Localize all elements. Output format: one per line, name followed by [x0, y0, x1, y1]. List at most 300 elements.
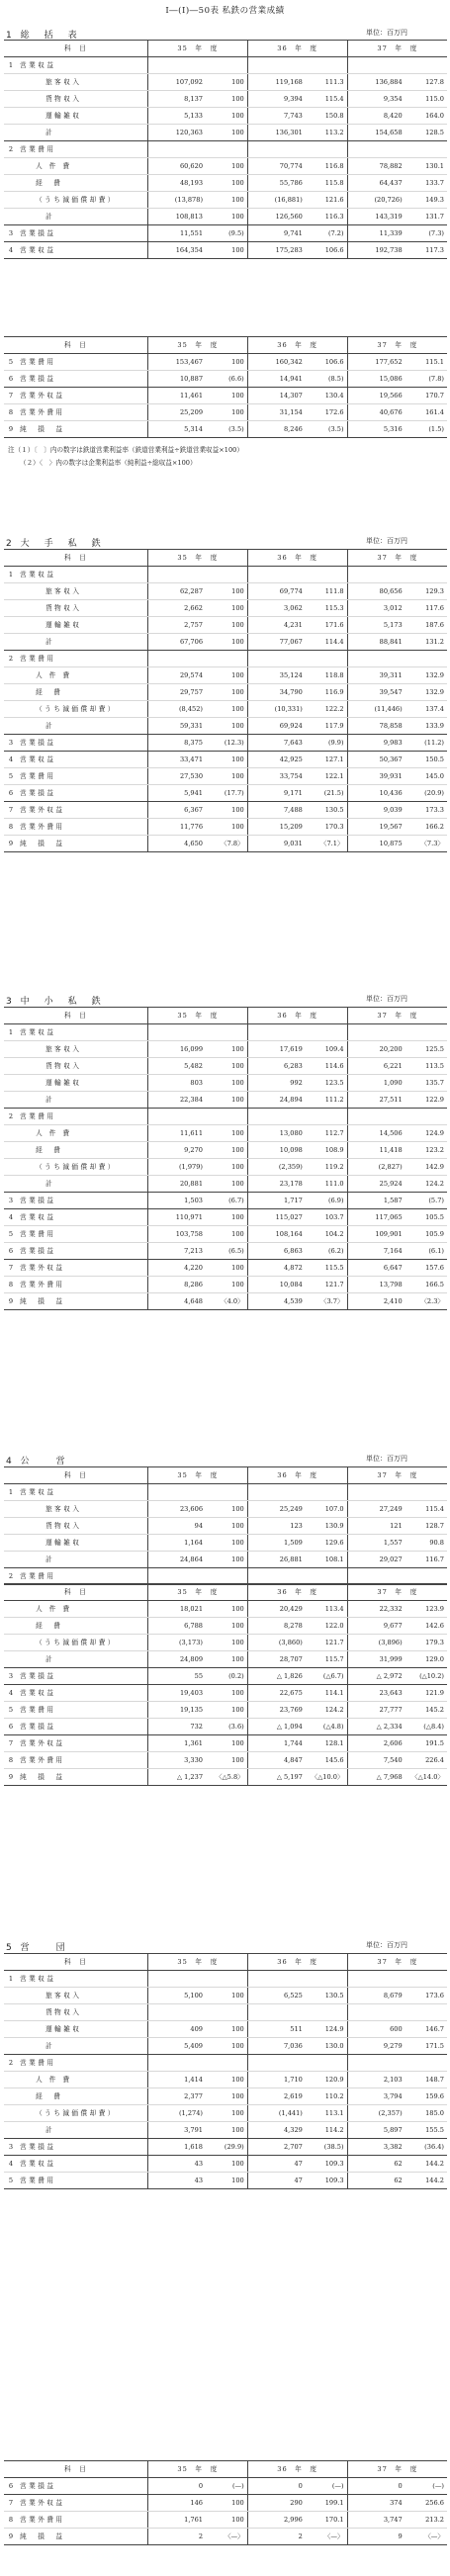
index-cell: [306, 2004, 347, 2021]
row-label: 運輸雑収: [18, 2021, 147, 2038]
amount-cell: △ 1,094: [247, 1719, 306, 1735]
amount-cell: 119,168: [247, 74, 306, 91]
index-cell: (1.5): [405, 421, 447, 438]
amount-cell: 136,884: [347, 74, 405, 91]
index-cell: 115.5: [306, 1260, 347, 1277]
table-row: [4, 1719, 447, 1735]
amount-cell: 14,506: [347, 1125, 405, 1142]
index-cell: 164.0: [405, 108, 447, 125]
row-label: （うち減価償却費）: [18, 2105, 147, 2122]
amount-cell: 13,798: [347, 1277, 405, 1293]
amount-cell: 160,342: [247, 354, 306, 371]
amount-cell: 78,882: [347, 158, 405, 175]
index-cell: 100: [206, 1635, 247, 1651]
row-number: [4, 175, 18, 192]
amount-cell: 2,606: [347, 1735, 405, 1752]
table-row: [4, 2105, 447, 2122]
table-row: [4, 2088, 447, 2105]
index-cell: 100: [206, 1260, 247, 1277]
index-cell: 124.9: [405, 1125, 447, 1142]
index-cell: 100: [206, 192, 247, 209]
amount-cell: 8,679: [347, 1988, 405, 2004]
amount-cell: △ 5,197: [247, 1769, 306, 1786]
index-cell: 130.1: [405, 158, 447, 175]
index-cell: 107.0: [306, 1501, 347, 1518]
amount-cell: (3,896): [347, 1635, 405, 1651]
index-cell: 100: [206, 634, 247, 651]
row-label: 人 件 費: [18, 667, 147, 684]
amount-cell: 60,620: [147, 158, 206, 175]
index-cell: 226.4: [405, 1752, 447, 1769]
index-cell: (38.5): [306, 2139, 347, 2156]
index-cell: (12.3): [206, 735, 247, 752]
row-label: 営業外収益: [18, 2495, 147, 2512]
index-cell: 118.8: [306, 667, 347, 684]
index-cell: 110.2: [306, 2088, 347, 2105]
table-row: [4, 1243, 447, 1260]
row-label: 営業外費用: [18, 1277, 147, 1293]
row-label: 計: [18, 718, 147, 735]
index-cell: 115.4: [405, 1501, 447, 1518]
amount-cell: 10,436: [347, 785, 405, 802]
index-cell: 100: [206, 617, 247, 634]
index-cell: 116.8: [306, 158, 347, 175]
index-cell: [306, 57, 347, 74]
section-title: 3 中 小 私 鉄: [6, 997, 104, 1007]
row-label: 営業損益: [18, 2139, 147, 2156]
index-cell: [206, 2004, 247, 2021]
column-header-y35: 35 年 度: [147, 2461, 247, 2478]
amount-cell: 11,551: [147, 225, 206, 242]
column-header-y36: 36 年 度: [247, 1008, 347, 1024]
amount-cell: 10,887: [147, 371, 206, 388]
index-cell: 100: [206, 388, 247, 404]
index-cell: 187.6: [405, 617, 447, 634]
index-cell: 122.0: [306, 1618, 347, 1635]
index-cell: (6.9): [306, 1193, 347, 1209]
index-cell: (6.2): [306, 1243, 347, 1260]
row-label: 営業外費用: [18, 1752, 147, 1769]
index-cell: 100: [206, 158, 247, 175]
table-row: [4, 1601, 447, 1618]
amount-cell: 1,509: [247, 1535, 306, 1552]
row-number: 6: [4, 371, 18, 388]
index-cell: 121.7: [306, 1635, 347, 1651]
index-cell: (7.8): [405, 371, 447, 388]
row-number: 9: [4, 421, 18, 438]
footnote: （２）〈 〉内の数字は企業利益率（純利益÷総収益×100）: [20, 459, 197, 467]
index-cell: 〈△5.8〉: [206, 1769, 247, 1786]
index-cell: 100: [206, 1535, 247, 1552]
index-cell: 100: [206, 2105, 247, 2122]
index-cell: 129.3: [405, 583, 447, 600]
index-cell: 100: [206, 768, 247, 785]
index-cell: 100: [206, 2156, 247, 2173]
amount-cell: [247, 567, 306, 583]
amount-cell: 9,983: [347, 735, 405, 752]
row-number: 9: [4, 836, 18, 852]
table: [4, 336, 447, 438]
row-number: 1: [4, 1484, 18, 1501]
row-label: 旅客収入: [18, 1041, 147, 1058]
row-number: [4, 1618, 18, 1635]
row-label: 計: [18, 1092, 147, 1109]
row-number: 2: [4, 141, 18, 158]
index-cell: (—): [405, 2478, 447, 2495]
amount-cell: 9: [347, 2529, 405, 2545]
column-header-item: 科 目: [4, 1467, 147, 1484]
amount-cell: 11,418: [347, 1142, 405, 1159]
amount-cell: 43: [147, 2156, 206, 2173]
table-row: [4, 1535, 447, 1552]
amount-cell: 7,164: [347, 1243, 405, 1260]
index-cell: 173.3: [405, 802, 447, 819]
amount-cell: 9,677: [347, 1618, 405, 1635]
table: [4, 40, 447, 259]
amount-cell: [147, 1024, 206, 1041]
index-cell: [405, 1024, 447, 1041]
index-cell: 〈7.3〉: [405, 836, 447, 852]
index-cell: 106.6: [306, 242, 347, 259]
table-row: [4, 1058, 447, 1075]
amount-cell: 192,738: [347, 242, 405, 259]
amount-cell: 0: [347, 2478, 405, 2495]
row-label: 人 件 費: [18, 1125, 147, 1142]
index-cell: 100: [206, 1226, 247, 1243]
row-number: [4, 617, 18, 634]
index-cell: [306, 567, 347, 583]
amount-cell: 10,875: [347, 836, 405, 852]
amount-cell: 24,864: [147, 1552, 206, 1568]
row-label: 営業費用: [18, 1702, 147, 1719]
table-row: [4, 371, 447, 388]
amount-cell: [147, 2055, 206, 2072]
unit-label: 単位：百万円: [366, 1455, 407, 1463]
amount-cell: [347, 651, 405, 667]
index-cell: 191.5: [405, 1735, 447, 1752]
amount-cell: 6,525: [247, 1988, 306, 2004]
index-cell: 100: [206, 2021, 247, 2038]
amount-cell: 4,220: [147, 1260, 206, 1277]
row-number: 9: [4, 1293, 18, 1310]
amount-cell: 5,897: [347, 2122, 405, 2139]
amount-cell: 1,164: [147, 1535, 206, 1552]
row-label: 貨物収入: [18, 91, 147, 108]
row-number: [4, 1058, 18, 1075]
index-cell: 170.7: [405, 388, 447, 404]
index-cell: (17.7): [206, 785, 247, 802]
amount-cell: 6,283: [247, 1058, 306, 1075]
row-label: 営業費用: [18, 2055, 147, 2072]
row-number: 8: [4, 1752, 18, 1769]
table-row: [4, 1260, 447, 1277]
table-row: [4, 2072, 447, 2088]
row-number: [4, 2004, 18, 2021]
amount-cell: 6,788: [147, 1618, 206, 1635]
amount-cell: 13,080: [247, 1125, 306, 1142]
row-number: 3: [4, 2139, 18, 2156]
index-cell: [405, 2055, 447, 2072]
amount-cell: 5,941: [147, 785, 206, 802]
row-number: 3: [4, 1668, 18, 1685]
table-row: [4, 175, 447, 192]
amount-cell: [247, 2004, 306, 2021]
amount-cell: 1,761: [147, 2512, 206, 2529]
index-cell: 161.4: [405, 404, 447, 421]
amount-cell: 5,482: [147, 1058, 206, 1075]
amount-cell: 1,717: [247, 1193, 306, 1209]
index-cell: 100: [206, 1518, 247, 1535]
index-cell: 100: [206, 1092, 247, 1109]
amount-cell: 17,619: [247, 1041, 306, 1058]
row-number: 7: [4, 2495, 18, 2512]
row-number: 7: [4, 1260, 18, 1277]
table-row: [4, 1109, 447, 1125]
amount-cell: [347, 1024, 405, 1041]
table-row: [4, 2173, 447, 2189]
table-row: [4, 634, 447, 651]
amount-cell: 25,209: [147, 404, 206, 421]
row-number: [4, 91, 18, 108]
row-number: [4, 1552, 18, 1568]
table-row: [4, 836, 447, 852]
index-cell: 〈△10.0〉: [306, 1769, 347, 1786]
table-row: [4, 2529, 447, 2545]
index-cell: 115.0: [405, 91, 447, 108]
table-row: [4, 802, 447, 819]
amount-cell: 374: [347, 2495, 405, 2512]
amount-cell: 2,377: [147, 2088, 206, 2105]
amount-cell: 154,658: [347, 125, 405, 141]
row-number: [4, 209, 18, 225]
index-cell: 128.1: [306, 1735, 347, 1752]
index-cell: (3.6): [206, 1719, 247, 1735]
index-cell: [306, 651, 347, 667]
amount-cell: [347, 57, 405, 74]
amount-cell: 22,675: [247, 1685, 306, 1702]
row-number: [4, 192, 18, 209]
amount-cell: 23,606: [147, 1501, 206, 1518]
index-cell: 113.2: [306, 125, 347, 141]
index-cell: 123.5: [306, 1075, 347, 1092]
row-label: 計: [18, 634, 147, 651]
row-label: 営業費用: [18, 768, 147, 785]
table-row: [4, 2495, 447, 2512]
index-cell: 129.6: [306, 1535, 347, 1552]
index-cell: 123.9: [405, 1601, 447, 1618]
index-cell: [206, 1024, 247, 1041]
index-cell: 133.9: [405, 718, 447, 735]
column-header-item: 科 目: [4, 1954, 147, 1971]
amount-cell: [247, 2055, 306, 2072]
index-cell: 148.7: [405, 2072, 447, 2088]
amount-cell: (1,274): [147, 2105, 206, 2122]
amount-cell: 1,587: [347, 1193, 405, 1209]
index-cell: 100: [206, 752, 247, 768]
row-number: 6: [4, 2478, 18, 2495]
index-cell: (3.5): [206, 421, 247, 438]
amount-cell: 109,901: [347, 1226, 405, 1243]
index-cell: 170.3: [306, 819, 347, 836]
index-cell: 100: [206, 242, 247, 259]
index-cell: 113.5: [405, 1058, 447, 1075]
amount-cell: (2,357): [347, 2105, 405, 2122]
amount-cell: 62,287: [147, 583, 206, 600]
index-cell: (△6.7): [306, 1668, 347, 1685]
amount-cell: 8,246: [247, 421, 306, 438]
amount-cell: 43: [147, 2173, 206, 2189]
column-header-y36: 36 年 度: [247, 1954, 347, 1971]
amount-cell: 9,031: [247, 836, 306, 852]
amount-cell: 20,429: [247, 1601, 306, 1618]
header-row: [4, 41, 447, 57]
index-cell: 〈△14.0〉: [405, 1769, 447, 1786]
amount-cell: 6,367: [147, 802, 206, 819]
amount-cell: 29,027: [347, 1552, 405, 1568]
amount-cell: 28,707: [247, 1651, 306, 1668]
column-header-y37: 37 年 度: [347, 550, 447, 567]
index-cell: [405, 1109, 447, 1125]
row-label: 経 費: [18, 1142, 147, 1159]
amount-cell: 1,618: [147, 2139, 206, 2156]
row-number: 3: [4, 735, 18, 752]
table-row: [4, 74, 447, 91]
index-cell: 128.7: [405, 1518, 447, 1535]
index-cell: (21.5): [306, 785, 347, 802]
amount-cell: 15,086: [347, 371, 405, 388]
index-cell: [206, 651, 247, 667]
amount-cell: 5,314: [147, 421, 206, 438]
amount-cell: (2,827): [347, 1159, 405, 1176]
amount-cell: 120,363: [147, 125, 206, 141]
amount-cell: 9,741: [247, 225, 306, 242]
amount-cell: 732: [147, 1719, 206, 1735]
index-cell: [405, 567, 447, 583]
row-number: 2: [4, 2055, 18, 2072]
row-label: 純 損 益: [18, 1293, 147, 1310]
amount-cell: 9,354: [347, 91, 405, 108]
index-cell: 155.5: [405, 2122, 447, 2139]
table: [4, 549, 447, 852]
index-cell: (6.6): [206, 371, 247, 388]
amount-cell: 177,652: [347, 354, 405, 371]
amount-cell: 35,124: [247, 667, 306, 684]
row-number: [4, 1159, 18, 1176]
amount-cell: 103,758: [147, 1226, 206, 1243]
row-number: [4, 1075, 18, 1092]
index-cell: 119.2: [306, 1159, 347, 1176]
table-row: [4, 1568, 447, 1585]
index-cell: 171.6: [306, 617, 347, 634]
index-cell: (7.2): [306, 225, 347, 242]
index-cell: 115.7: [306, 1651, 347, 1668]
index-cell: (3.5): [306, 421, 347, 438]
table: [4, 2460, 447, 2545]
table-row: [4, 1193, 447, 1209]
index-cell: 100: [206, 1601, 247, 1618]
row-number: [4, 1651, 18, 1668]
row-label: 経 費: [18, 175, 147, 192]
amount-cell: 20,200: [347, 1041, 405, 1058]
row-number: [4, 667, 18, 684]
index-cell: 122.2: [306, 701, 347, 718]
table-row: [4, 718, 447, 735]
amount-cell: 70,774: [247, 158, 306, 175]
amount-cell: [347, 141, 405, 158]
amount-cell: [147, 1484, 206, 1501]
row-number: 8: [4, 819, 18, 836]
index-cell: 185.0: [405, 2105, 447, 2122]
row-number: [4, 1535, 18, 1552]
table-row: [4, 1988, 447, 2004]
row-number: [4, 1601, 18, 1618]
table-row: [4, 1651, 447, 1668]
index-cell: 100: [206, 1685, 247, 1702]
table-row: [4, 768, 447, 785]
index-cell: 105.9: [405, 1226, 447, 1243]
index-cell: 100: [206, 108, 247, 125]
row-label: 営業収益: [18, 1971, 147, 1988]
amount-cell: 600: [347, 2021, 405, 2038]
table-row: [4, 2478, 447, 2495]
amount-cell: 126,560: [247, 209, 306, 225]
row-number: [4, 1041, 18, 1058]
index-cell: 〈7.1〉: [306, 836, 347, 852]
amount-cell: 14,941: [247, 371, 306, 388]
row-label: 営業費用: [18, 354, 147, 371]
amount-cell: 5,173: [347, 617, 405, 634]
amount-cell: 121: [347, 1518, 405, 1535]
index-cell: 130.5: [306, 802, 347, 819]
table-row: [4, 1226, 447, 1243]
unit-label: 単位：百万円: [366, 29, 407, 37]
header-row: [4, 1467, 447, 1484]
index-cell: [306, 1971, 347, 1988]
index-cell: 100: [206, 125, 247, 141]
amount-cell: (2,359): [247, 1159, 306, 1176]
amount-cell: [347, 2055, 405, 2072]
amount-cell: 8,375: [147, 735, 206, 752]
data-table: [4, 1466, 447, 1585]
amount-cell: [247, 1484, 306, 1501]
index-cell: (—): [306, 2478, 347, 2495]
column-header-y36: 36 年 度: [247, 41, 347, 57]
row-label: 営業収益: [18, 57, 147, 74]
amount-cell: 15,209: [247, 819, 306, 836]
amount-cell: 7,540: [347, 1752, 405, 1769]
amount-cell: 26,881: [247, 1552, 306, 1568]
amount-cell: 115,027: [247, 1209, 306, 1226]
row-label: 営業損益: [18, 2478, 147, 2495]
amount-cell: [347, 2004, 405, 2021]
table-row: [4, 2122, 447, 2139]
row-label: 営業損益: [18, 1243, 147, 1260]
amount-cell: 27,249: [347, 1501, 405, 1518]
row-label: 営業収益: [18, 242, 147, 259]
amount-cell: (3,173): [147, 1635, 206, 1651]
amount-cell: 511: [247, 2021, 306, 2038]
amount-cell: 6,647: [347, 1260, 405, 1277]
data-table: [4, 1583, 447, 1786]
amount-cell: 11,461: [147, 388, 206, 404]
row-label: 経 費: [18, 2088, 147, 2105]
index-cell: 116.7: [405, 1552, 447, 1568]
amount-cell: 39,547: [347, 684, 405, 701]
index-cell: 120.9: [306, 2072, 347, 2088]
amount-cell: 5,100: [147, 1988, 206, 2004]
row-number: [4, 125, 18, 141]
index-cell: 144.2: [405, 2173, 447, 2189]
